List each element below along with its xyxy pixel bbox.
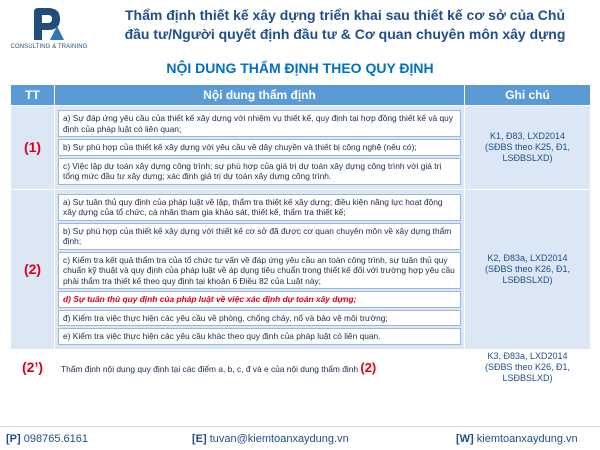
- section-subtitle: NỘI DUNG THẨM ĐỊNH THEO QUY ĐỊNH: [166, 60, 434, 76]
- row-note: [465, 106, 591, 190]
- row-number: (2’): [11, 349, 55, 385]
- note-line-2: (SĐBS theo K26, Đ1, LSĐBSLXD): [484, 361, 571, 383]
- row-content: [55, 106, 465, 190]
- list-item: e) Kiểm tra việc thực hiện các yêu cầu khác theo quy định của pháp luật có liên quan.: [58, 328, 461, 345]
- row-content-text: Thẩm định nội dung quy định tại các điểm a, b, c, đ và e của nội dung thẩm định: [61, 363, 361, 374]
- list-item: d) Sự tuân thủ quy định của pháp luật về việc xác định dự toán xây dựng;: [58, 291, 461, 308]
- row-content: [55, 189, 465, 349]
- list-item: b) Sự phù hợp của thiết kế xây dựng với yêu cầu về dây chuyền và thiết bị công nghệ (nếu có);: [58, 139, 461, 156]
- title-line-1: Thẩm định thiết kế xây dựng triển khai sau thiết kế cơ sở của Chủ: [124, 7, 566, 23]
- title-line-2: đầu tư/Người quyết định đầu tư & Cơ quan chuyên môn xây dựng: [124, 26, 566, 42]
- list-item: c) Việc lập dự toán xây dựng công trình; sự phù hợp của giá trị dự toán xây dựng công trình với giá trị tổng mức đầu tư xây dựng; xác định giá trị dự toán xây dựng công trình.: [58, 158, 461, 185]
- phone-key: [P]: [6, 433, 21, 445]
- table-row: [11, 106, 591, 190]
- email-key: [E]: [192, 433, 207, 445]
- header: [0, 0, 600, 62]
- note-line-1: K2, Đ83a, LXD2014: [487, 252, 568, 263]
- list-item: a) Sự tuân thủ quy định của pháp luật về lập, thẩm tra thiết kế xây dựng; điều kiện năng lực hoạt động xây dựng của tổ chức, cá nhân tham gia khảo sát, thiết kế, thẩm tra thiết kế;: [58, 194, 461, 221]
- phone-value: 098765.6161: [23, 433, 88, 445]
- header-content: Nội dung thẩm định: [55, 85, 465, 106]
- row-content: [55, 349, 465, 385]
- note-line-1: K3, Đ83a, LXD2014: [487, 350, 568, 361]
- header-tt: TT: [11, 85, 55, 106]
- footer-phone: [6, 433, 88, 445]
- web-value[interactable]: kiemtoanxaydung.vn: [476, 433, 578, 445]
- note-line-1: K1, Đ83, LXD2014: [489, 130, 566, 141]
- company-logo: [6, 6, 86, 56]
- table-row: [11, 189, 591, 349]
- table-row: [11, 349, 591, 385]
- list-item: đ) Kiểm tra việc thực hiện các yêu cầu về phòng, chống cháy, nổ và bảo vệ môi trường;: [58, 310, 461, 327]
- list-item: a) Sự đáp ứng yêu cầu của thiết kế xây dựng với nhiệm vụ thiết kế, quy định tại hợp đồng thiết kế và quy định của pháp luật có liên quan;: [58, 110, 461, 137]
- header-note: Ghi chú: [465, 85, 591, 106]
- list-item: c) Kiểm tra kết quả thẩm tra của tổ chức tư vấn về đáp ứng yêu cầu an toàn công trình, sự tuân thủ quy chuẩn kỹ thuật và quy định của pháp luật về áp dụng tiêu chuẩn trong thiết kế đối với trường hợp yêu cầu phải thẩm tra thiết kế theo quy định tại khoản 6 Điều 82 của Luật này;: [58, 252, 461, 290]
- logo-text: CONSULTING & TRAINING: [10, 44, 88, 50]
- page-title: [92, 6, 598, 44]
- row-number: (1): [11, 106, 55, 190]
- row-note: [465, 349, 591, 385]
- list-item: b) Sự phù hợp của thiết kế xây dựng với thiết kế cơ sở đã được cơ quan chuyên môn về xây dựng thẩm định;: [58, 223, 461, 250]
- row-content-ref: (2): [360, 359, 377, 375]
- footer-divider: [0, 426, 600, 427]
- note-line-2: (SĐBS theo K26, Đ1, LSĐBSLXD): [484, 263, 571, 285]
- note-line-2: (SĐBS theo K25, Đ1, LSĐBSLXD): [484, 141, 571, 163]
- web-key: [W]: [456, 433, 474, 445]
- content-table: [10, 84, 591, 386]
- logo-icon: [30, 6, 66, 42]
- footer-web[interactable]: [456, 433, 578, 445]
- footer: [0, 428, 600, 450]
- footer-email[interactable]: [192, 433, 349, 445]
- email-value[interactable]: tuvan@kiemtoanxaydung.vn: [209, 433, 349, 445]
- row-number: (2): [11, 189, 55, 349]
- row-note: [465, 189, 591, 349]
- table-header-row: [11, 85, 591, 106]
